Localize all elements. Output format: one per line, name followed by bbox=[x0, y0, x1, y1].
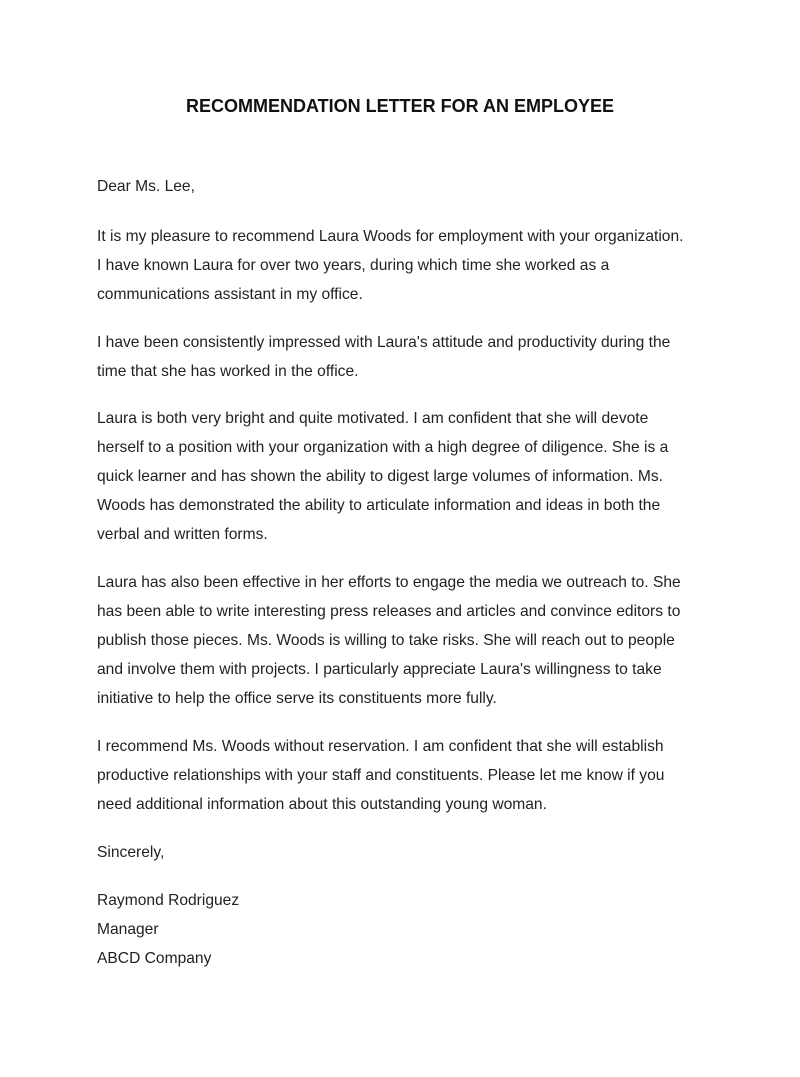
signature-company: ABCD Company bbox=[97, 950, 212, 967]
signature-name: Raymond Rodriguez bbox=[97, 892, 240, 909]
paragraph-line: publish those pieces. Ms. Woods is willing to take risks. She will reach out to people bbox=[97, 632, 675, 649]
signature-block bbox=[97, 886, 717, 973]
paragraph-line: initiative to help the office serve its constituents more fully. bbox=[97, 690, 497, 707]
salutation: Dear Ms. Lee, bbox=[97, 178, 195, 195]
paragraph-qualities bbox=[97, 404, 717, 549]
closing: Sincerely, bbox=[97, 844, 165, 861]
paragraph-line: need additional information about this outstanding young woman. bbox=[97, 796, 547, 813]
paragraph-line: Laura is both very bright and quite motivated. I am confident that she will devote bbox=[97, 410, 649, 427]
paragraph-line: has been able to write interesting press releases and articles and convince editors to bbox=[97, 603, 681, 620]
paragraph-line: It is my pleasure to recommend Laura Woods for employment with your organization. bbox=[97, 228, 684, 245]
paragraph-impression bbox=[97, 328, 717, 386]
paragraph-introduction bbox=[97, 222, 717, 309]
paragraph-line: Woods has demonstrated the ability to articulate information and ideas in both the bbox=[97, 497, 661, 514]
signature-position: Manager bbox=[97, 921, 159, 938]
paragraph-line: communications assistant in my office. bbox=[97, 286, 363, 303]
paragraph-line: productive relationships with your staff and constituents. Please let me know if you bbox=[97, 767, 665, 784]
paragraph-line: and involve them with projects. I particularly appreciate Laura's willingness to take bbox=[97, 661, 662, 678]
paragraph-line: verbal and written forms. bbox=[97, 526, 268, 543]
paragraph-line: time that she has worked in the office. bbox=[97, 363, 359, 380]
paragraph-line: I recommend Ms. Woods without reservation. I am confident that she will establish bbox=[97, 738, 664, 755]
paragraph-line: quick learner and has shown the ability to digest large volumes of information. Ms. bbox=[97, 468, 663, 485]
paragraph-achievements bbox=[97, 568, 717, 713]
paragraph-line: I have been consistently impressed with Laura's attitude and productivity during the bbox=[97, 334, 671, 351]
paragraph-line: Laura has also been effective in her efforts to engage the media we outreach to. She bbox=[97, 574, 681, 591]
letter-title: RECOMMENDATION LETTER FOR AN EMPLOYEE bbox=[185, 96, 614, 116]
paragraph-conclusion bbox=[97, 732, 717, 819]
paragraph-line: herself to a position with your organization with a high degree of diligence. She is a bbox=[97, 439, 669, 456]
paragraph-line: I have known Laura for over two years, during which time she worked as a bbox=[97, 257, 610, 274]
